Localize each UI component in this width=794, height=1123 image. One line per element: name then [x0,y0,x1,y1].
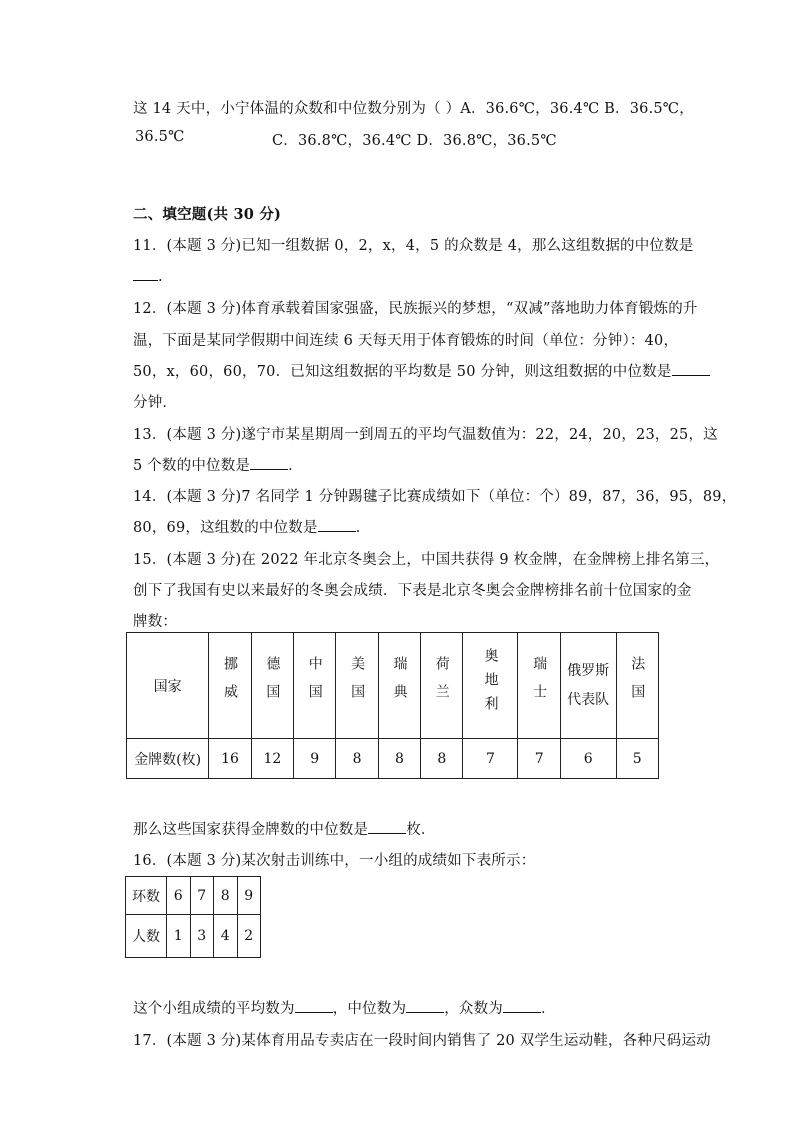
answer-blank [250,455,288,470]
medal-count: 9 [294,739,336,779]
q15-after-text: 那么这些国家获得金牌数的中位数是 [133,822,369,838]
q10-option-a-value: 36.5℃ [135,129,185,145]
answer-blank [295,998,333,1013]
ring-value: 9 [237,877,261,915]
q14-line2 [133,516,370,537]
q15-line2: 创下了我国有史以来最好的冬奥会成绩．下表是北京冬奥会金牌榜排名前十位国家的金 [133,583,692,599]
table-row [126,877,261,915]
country-cell [560,633,616,739]
medal-count: 7 [463,739,518,779]
country-cell [336,633,378,739]
country-name: 法国 [629,655,646,712]
q13-line1: 13．(本题 3 分)遂宁市某星期周一到周五的平均气温数值为：22，24，20，23，25，这 [133,427,718,443]
ring-value: 7 [190,877,214,915]
shooting-table [125,876,261,958]
table-header-cell: 人数 [126,915,167,958]
country-cell [616,633,658,739]
q10-options-line2: C．36.8℃，36.4℃ D．36.8℃，36.5℃ [272,133,557,149]
medal-count: 8 [421,739,463,779]
medal-count: 6 [560,739,616,779]
people-count: 4 [214,915,238,958]
table-header-cell: 环数 [126,877,167,915]
people-count: 3 [190,915,214,958]
q11-period: . [158,269,163,285]
answer-blank [503,998,541,1013]
q16-after-text-b: ，中位数为 [332,1001,407,1017]
q10-options-line1: 这 14 天中，小宁体温的众数和中位数分别为（ ）A．36.6℃，36.4℃ B．36.5℃， [133,101,694,117]
country-name: 瑞士 [531,655,548,712]
q15-after-unit: 枚． [406,822,436,838]
country-name: 美国 [349,655,366,712]
q12-line3-text: 50，x，60，60，70．已知这组数据的平均数是 50 分钟，则这组数据的中位数是 [133,364,672,380]
ring-value: 6 [167,877,191,915]
medal-count: 5 [616,739,658,779]
country-cell [518,633,560,739]
medal-count: 8 [378,739,420,779]
section-title: 二、填空题(共 30 分) [133,206,282,223]
medal-count: 12 [251,739,293,779]
people-count: 2 [237,915,261,958]
country-cell [463,633,518,739]
medal-table [126,632,659,779]
table-row [127,739,659,779]
q12-line2: 温，下面是某同学假期中间连续 6 天每天用于体育锻炼的时间（单位：分钟）：40， [133,333,679,349]
q11-line1: 11．(本题 3 分)已知一组数据 0，2，x，4，5 的众数是 4，那么这组数据的中位数是 [133,238,694,254]
country-cell [378,633,420,739]
country-cell [251,633,293,739]
q17-line1: 17．(本题 3 分)某体育用品专卖店在一段时间内销售了 20 双学生运动鞋，各种尺码运动 [133,1033,711,1049]
table-header-cell: 国家 [127,633,209,739]
country-cell [209,633,251,739]
answer-blank [318,517,356,532]
table-row [126,915,261,958]
country-name: 奥地利 [482,647,499,720]
people-count: 1 [167,915,191,958]
country-name: 荷兰 [433,655,450,712]
q12-line4: 分钟． [133,395,178,411]
q13-line2 [133,454,303,475]
answer-blank [368,819,406,834]
country-cell [294,633,336,739]
q15-line3: 牌数： [133,614,178,630]
q15-line1: 15．(本题 3 分)在 2022 年北京冬奥会上，中国共获得 9 枚金牌，在金牌榜上排名第三， [133,552,720,568]
q16-after [133,997,556,1018]
country-name: 俄罗斯代表队 [567,662,610,708]
answer-blank [406,998,444,1013]
medal-count: 7 [518,739,560,779]
q16-period: ． [541,1001,556,1017]
q13-period: ． [288,458,303,474]
q16-line1: 16．(本题 3 分)某次射击训练中，一小组的成绩如下表所示： [133,853,536,869]
medal-count: 8 [336,739,378,779]
q16-after-text-c: ，众数为 [444,1001,504,1017]
q14-period: ． [355,520,371,536]
q16-after-text-a: 这个小组成绩的平均数为 [133,1001,295,1017]
answer-blank [133,266,158,281]
country-name: 中国 [306,655,323,712]
q14-line1: 14．(本题 3 分)7 名同学 1 分钟踢毽子比赛成绩如下（单位：个）89，87，36，95，89， [133,489,737,505]
q11-line2 [133,266,163,285]
country-name: 德国 [264,655,281,712]
q15-after [133,818,436,839]
country-name: 瑞典 [391,655,408,712]
q13-line2-text: 5 个数的中位数是 [133,458,251,474]
q14-line2-text: 80，69，这组数的中位数是 [133,520,318,536]
q12-line1: 12．(本题 3 分)体育承载着国家强盛，民族振兴的梦想，“双减”落地助力体育锻炼的升 [133,301,698,317]
ring-value: 8 [214,877,238,915]
medal-count: 16 [209,739,251,779]
answer-blank [672,361,710,376]
country-cell [421,633,463,739]
q12-line3 [133,360,710,381]
country-name: 挪威 [222,655,238,712]
table-row [127,633,659,739]
table-header-cell: 金牌数(枚) [127,739,209,779]
